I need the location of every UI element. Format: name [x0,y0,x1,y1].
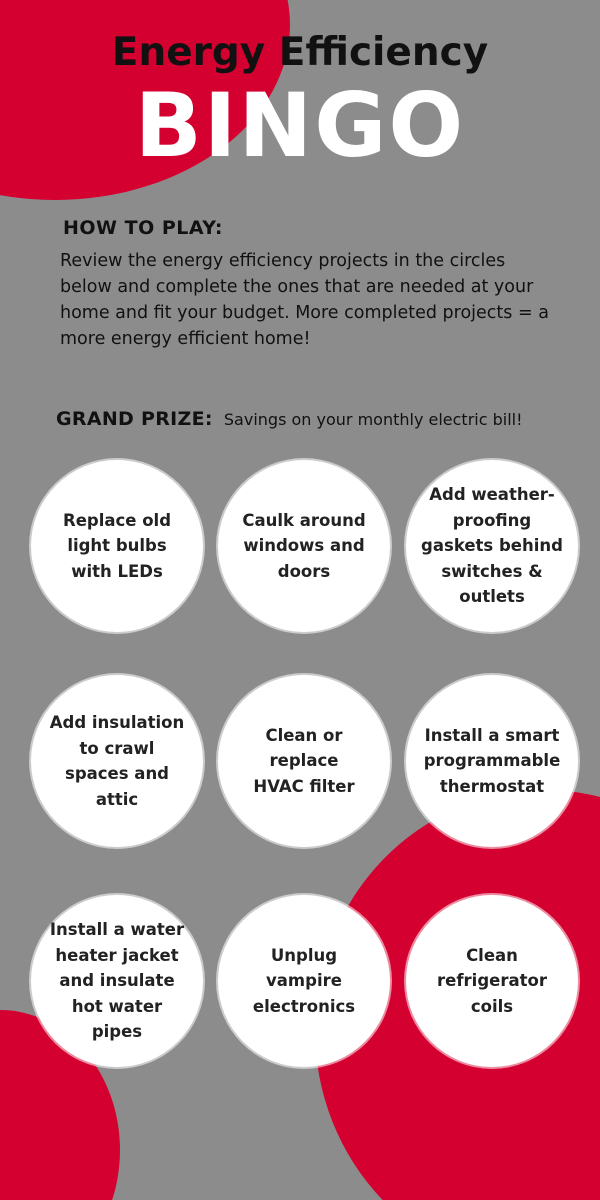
bingo-circle-label: Install a smart programmable thermostat [423,725,561,796]
bingo-circle-label: Caulk around windows and doors [242,510,366,581]
how-to-play-heading: HOW TO PLAY: [63,217,223,239]
grand-prize-text: Savings on your monthly electric bill! [223,410,523,429]
bingo-circle-insulation [31,675,203,847]
bingo-circle-gaskets [406,460,578,632]
bingo-circle-label: Add weather- proofing gaskets behind switches & outlets [421,485,563,607]
bingo-circle-label: Clean or replace HVAC filter [253,725,355,796]
bingo-circle-hvac-filter [218,675,390,847]
bingo-circle-label: Install a water heater jacket and insulate hot water pipes [49,920,185,1042]
bingo-circle-water-heater [31,895,203,1067]
how-to-play-text: Review the energy efficiency projects in the circles below and complete the ones that are needed at your home and fit your budget. More completed projects = a more energy efficient home! [60,251,549,349]
grand-prize-label: GRAND PRIZE: [56,408,213,430]
title-bingo: BINGO [134,74,466,177]
bingo-circle-label: Replace old light bulbs with LEDs [62,510,171,581]
bingo-circle-refrigerator-coils [406,895,578,1067]
bingo-circle-label: Unplug vampire electronics [252,945,356,1016]
bingo-circle-thermostat [406,675,578,847]
bingo-circle-label: Clean refrigerator coils [437,945,547,1016]
bingo-circle-label: Add insulation to crawl spaces and attic [49,713,185,809]
bingo-circle-caulk [218,460,390,632]
grand-prize-row [56,408,596,430]
bingo-circle-vampire-electronics [218,895,390,1067]
bingo-circle-replace-bulbs [31,460,203,632]
title-energy-efficiency: Energy Efficiency [111,30,489,75]
